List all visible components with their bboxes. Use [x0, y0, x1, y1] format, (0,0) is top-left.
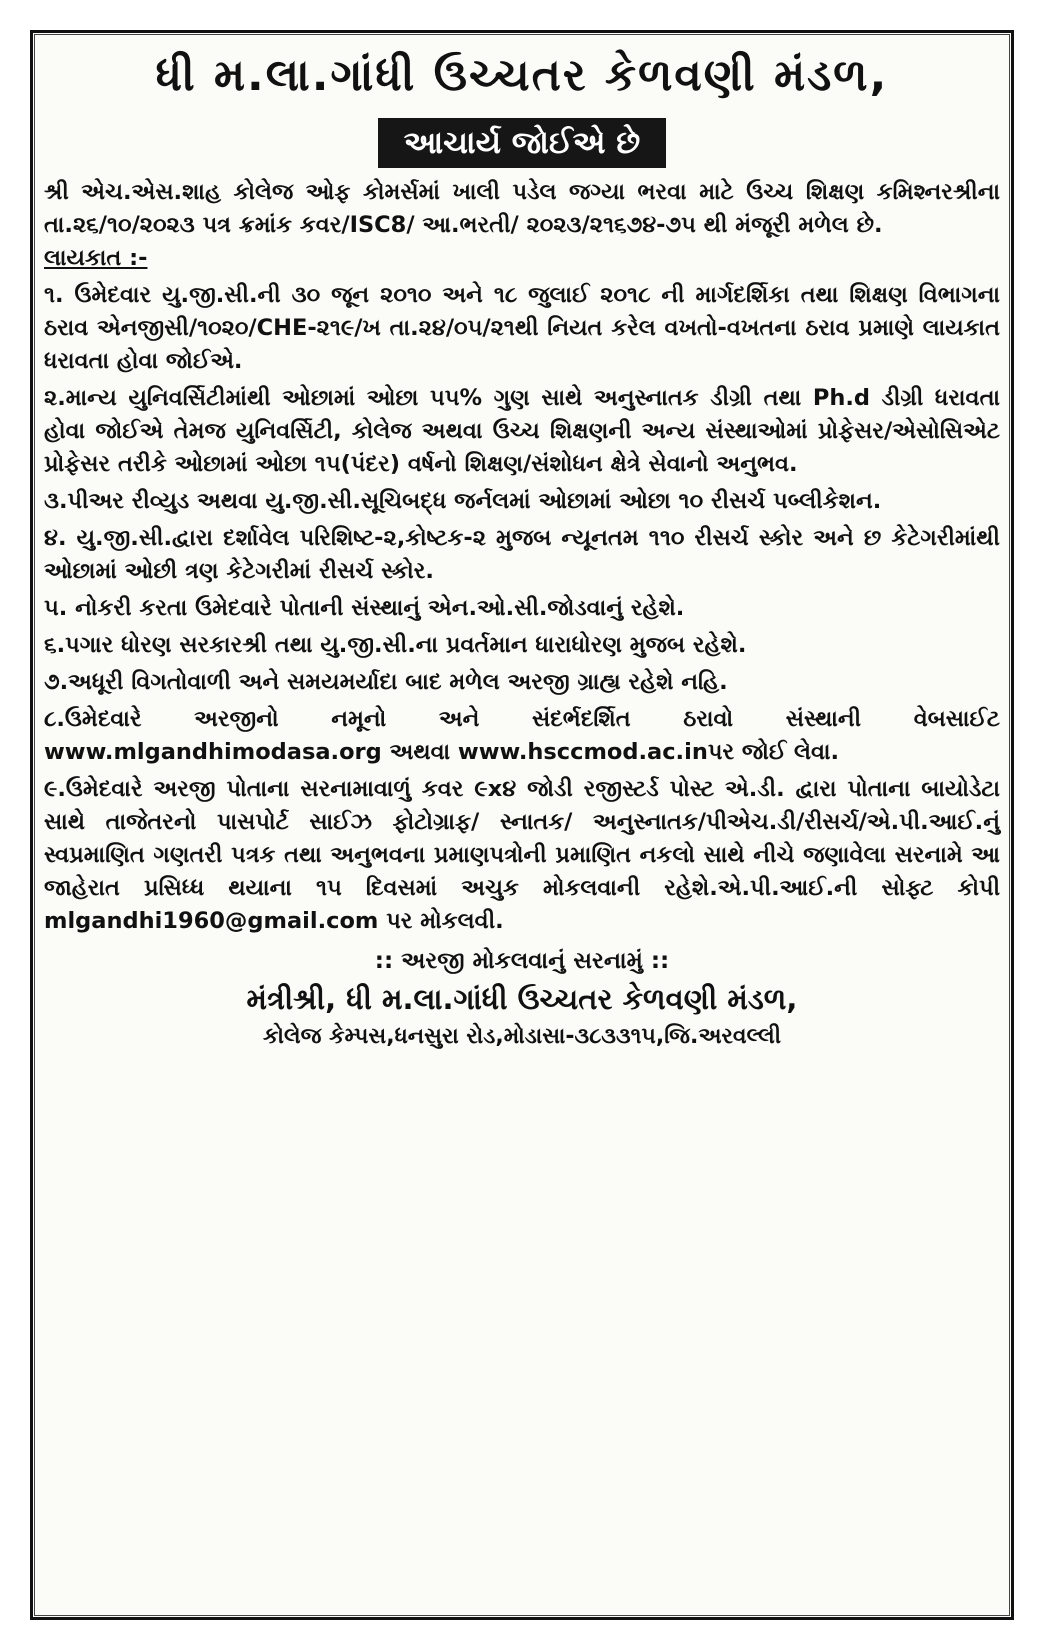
qualification-item-2: ૨.માન્ય યુનિવર્સિટીમાંથી ઓછામાં ઓછા ૫૫% ગુણ સાથે અનુસ્નાતક ડીગ્રી તથા Ph.d ડીગ્રી ધરાવતા હોવા જોઈએ તેમજ યુનિવર્સિટી, કોલેજ અથવા ઉચ્ચ શિક્ષણની અન્ય સંસ્થાઓમાં પ્રોફેસર/એસોસિએટ પ્રોફેસર તરીકે ઓછામાં ઓછા ૧૫(પંદર) વર્ષનો શિક્ષણ/સંશોધન ક્ષેત્રે સેવાનો અનુભવ.	[44, 385, 1000, 477]
qualification-heading: લાયકાત :-	[44, 245, 148, 271]
address-line: કોલેજ કેમ્પસ,ધનસુરા રોડ,મોડાસા-૩૮૩૩૧૫,જિ.અરવલ્લી	[262, 1024, 781, 1049]
address-block	[44, 944, 1000, 1054]
vacancy-badge: આચાર્ય જોઈએ છે	[378, 118, 666, 168]
address-label: :: અરજી મોકલવાનું સરનામું ::	[374, 948, 670, 974]
qualification-item-6: ૬.પગાર ધોરણ સરકારશ્રી તથા યુ.જી.સી.ના પ્રવર્તમાન ધારાધોરણ મુજબ રહેશે.	[44, 632, 747, 658]
qualification-item-1: ૧. ઉમેદવાર યુ.જી.સી.ની ૩૦ જૂન ૨૦૧૦ અને ૧૮ જુલાઈ ૨૦૧૮ ની માર્ગદર્શિકા તથા શિક્ષણ વિભાગના ઠરાવ એનજીસી/૧૦૨૦/CHE-૨૧૯/ખ તા.૨૪/૦૫/૨૧થી નિયત કરેલ વખતો-વખતના ઠરાવ પ્રમાણે લાયકાત ધરાવતા હોવા જોઈએ.	[44, 282, 1000, 374]
qualification-item-7: ૭.અધૂરી વિગતોવાળી અને સમયમર્યાદા બાદ મળેલ અરજી ગ્રાહ્ય રહેશે નહિ.	[44, 669, 728, 695]
qualification-item-8: ૮.ઉમેદવારે અરજીનો નમૂનો અને સંદર્ભદર્શિત ઠરાવો સંસ્થાની વેબસાઈટ www.mlgandhimodasa.org અથવા www.hsccmod.ac.inપર જોઈ લેવા.	[44, 706, 1000, 765]
qualification-item-4: ૪. યુ.જી.સી.દ્વારા દર્શાવેલ પરિશિષ્ટ-૨,કોષ્ટક-૨ મુજબ ન્યૂનતમ ૧૧૦ રીસર્ચ સ્કોર અને છ કેટેગરીમાંથી ઓછામાં ઓછી ત્રણ કેટેગરીમાં રીસર્ચ સ્કોર.	[44, 525, 1000, 584]
organization-title: ધી મ.લા.ગાંધી ઉચ્ચતર કેળવણી મંડળ,	[155, 50, 889, 101]
intro-paragraph: શ્રી એચ.એસ.શાહ કોલેજ ઓફ કોમર્સમાં ખાલી પડેલ જગ્યા ભરવા માટે ઉચ્ચ શિક્ષણ કમિશ્નરશ્રીના તા.૨૬/૧૦/૨૦૨૩ પત્ર ક્રમાંક કવર/ISC8/ આ.ભરતી/ ૨૦૨૩/૨૧૬૭૪-૭૫ થી મંજૂરી મળેલ છે.	[44, 179, 1000, 238]
qualification-item-9: ૯.ઉમેદવારે અરજી પોતાના સરનામાવાળું કવર ૯x૪ જોડી રજીસ્ટર્ડ પોસ્ટ એ.ડી. દ્વારા પોતાના બાયોડેટા સાથે તાજેતરનો પાસપોર્ટ સાઈઝ ફોટોગ્રાફ/ સ્નાતક/ અનુસ્નાતક/પીએચ.ડી/રીસર્ચ/એ.પી.આઈ.નું સ્વપ્રમાણિત ગણતરી પત્રક તથા અનુભવના પ્રમાણપત્રોની પ્રમાણિત નકલો સાથે નીચે જણાવેલા સરનામે આ જાહેરાત પ્રસિધ્ધ થયાના ૧૫ દિવસમાં અચુક મોકલવાની રહેશે.એ.પી.આઈ.ની સોફ્ટ કોપી mlgandhi1960@gmail.com પર મોકલવી.	[44, 776, 1000, 934]
qualification-item-3: ૩.પીઅર રીવ્યુડ અથવા યુ.જી.સી.સૂચિબદ્ધ જર્નલમાં ઓછામાં ઓછા ૧૦ રીસર્ચ પબ્લીકેશન.	[44, 488, 882, 514]
qualification-item-5: ૫. નોકરી કરતા ઉમેદવારે પોતાની સંસ્થાનું એન.ઓ.સી.જોડવાનું રહેશે.	[44, 595, 685, 621]
badge-wrapper	[44, 118, 1000, 176]
address-recipient: મંત્રીશ્રી, ધી મ.લા.ગાંધી ઉચ્ચતર કેળવણી મંડળ,	[246, 982, 798, 1016]
notice-content	[44, 40, 1000, 1054]
